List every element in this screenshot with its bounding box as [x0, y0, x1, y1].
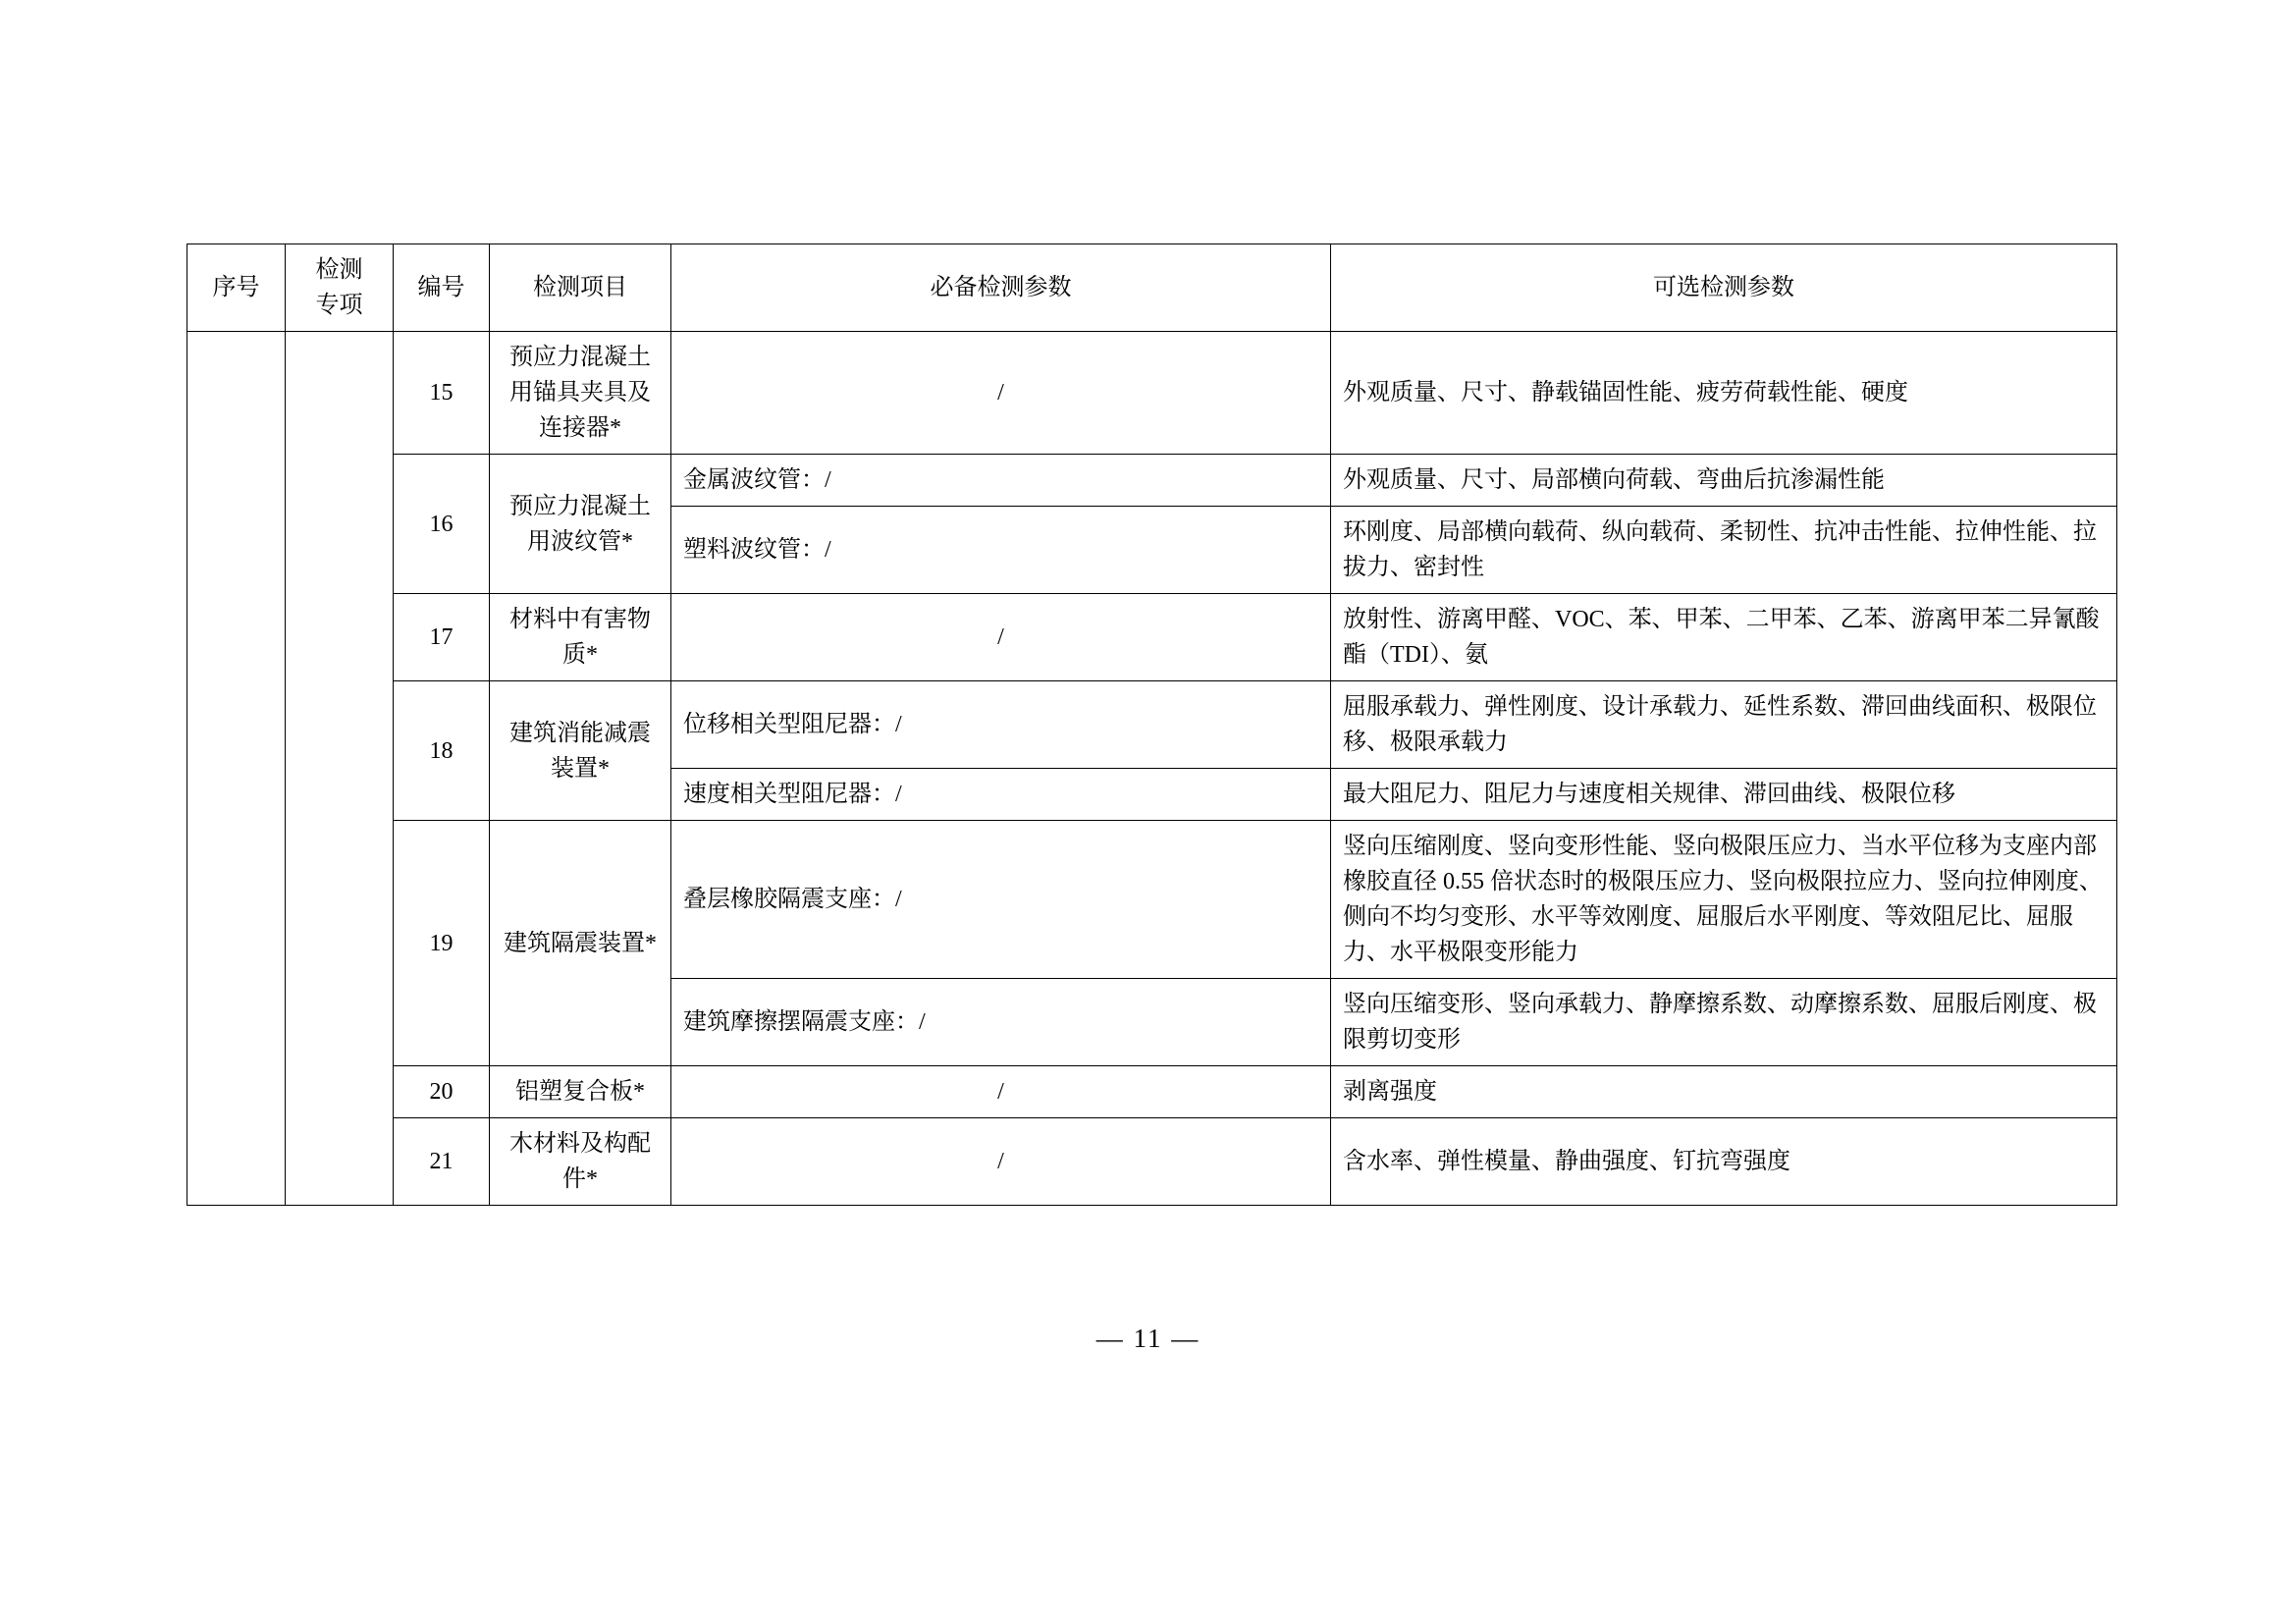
table-row	[187, 681, 2117, 769]
header-cell-number: 编号	[394, 244, 490, 332]
page-number: — 11 —	[1095, 1324, 1201, 1353]
header-cell-required: 必备检测参数	[671, 244, 1331, 332]
cell-number: 19	[394, 821, 490, 1066]
cell-optional-parameters: 放射性、游离甲醛、VOC、苯、甲苯、二甲苯、乙苯、游离甲苯二异氰酸酯（TDI）、氨	[1331, 594, 2117, 681]
table-row	[187, 332, 2117, 455]
cell-number: 18	[394, 681, 490, 821]
table-row	[187, 594, 2117, 681]
cell-item: 预应力混凝土用波纹管*	[490, 455, 671, 594]
cell-number: 16	[394, 455, 490, 594]
inspection-parameters-table-wrapper	[187, 244, 2116, 1206]
header-special-line1: 检测	[315, 257, 363, 283]
header-cell-item: 检测项目	[490, 244, 671, 332]
cell-item: 材料中有害物质*	[490, 594, 671, 681]
cell-optional-parameters: 屈服承载力、弹性刚度、设计承载力、延性系数、滞回曲线面积、极限位移、极限承载力	[1331, 681, 2117, 769]
cell-required-parameters: /	[671, 1066, 1331, 1118]
header-special-line2: 专项	[315, 293, 363, 318]
cell-required-parameters: 叠层橡胶隔震支座：/	[671, 821, 1331, 979]
header-cell-special	[286, 244, 394, 332]
cell-required-parameters: 塑料波纹管：/	[671, 507, 1331, 594]
cell-special	[286, 332, 394, 1206]
inspection-parameters-table	[187, 244, 2117, 1206]
cell-optional-parameters: 含水率、弹性模量、静曲强度、钉抗弯强度	[1331, 1118, 2117, 1206]
cell-number: 21	[394, 1118, 490, 1206]
cell-optional-parameters: 外观质量、尺寸、静载锚固性能、疲劳荷载性能、硬度	[1331, 332, 2117, 455]
cell-optional-parameters: 剥离强度	[1331, 1066, 2117, 1118]
cell-optional-parameters: 竖向压缩变形、竖向承载力、静摩擦系数、动摩擦系数、屈服后刚度、极限剪切变形	[1331, 979, 2117, 1066]
cell-item: 建筑消能减震装置*	[490, 681, 671, 821]
cell-required-parameters: 建筑摩擦摆隔震支座：/	[671, 979, 1331, 1066]
cell-required-parameters: 金属波纹管：/	[671, 455, 1331, 507]
cell-optional-parameters: 最大阻尼力、阻尼力与速度相关规律、滞回曲线、极限位移	[1331, 769, 2117, 821]
cell-number: 20	[394, 1066, 490, 1118]
cell-item: 预应力混凝土用锚具夹具及连接器*	[490, 332, 671, 455]
table-row	[187, 1066, 2117, 1118]
table-row	[187, 455, 2117, 507]
cell-required-parameters: /	[671, 594, 1331, 681]
table-header-row	[187, 244, 2117, 332]
cell-required-parameters: /	[671, 332, 1331, 455]
cell-number: 15	[394, 332, 490, 455]
cell-required-parameters: /	[671, 1118, 1331, 1206]
cell-item: 建筑隔震装置*	[490, 821, 671, 1066]
cell-seq	[187, 332, 286, 1206]
cell-optional-parameters: 环刚度、局部横向载荷、纵向载荷、柔韧性、抗冲击性能、拉伸性能、拉拔力、密封性	[1331, 507, 2117, 594]
table-body	[187, 332, 2117, 1206]
cell-optional-parameters: 竖向压缩刚度、竖向变形性能、竖向极限压应力、当水平位移为支座内部橡胶直径 0.55 倍状态时的极限压应力、竖向极限拉应力、竖向拉伸刚度、侧向不均匀变形、水平等效刚度、屈服后水平刚度、等效阻尼比、屈服力、水平极限变形能力	[1331, 821, 2117, 979]
header-cell-seq: 序号	[187, 244, 286, 332]
cell-item: 木材料及构配件*	[490, 1118, 671, 1206]
table-row	[187, 821, 2117, 979]
cell-item: 铝塑复合板*	[490, 1066, 671, 1118]
header-cell-optional: 可选检测参数	[1331, 244, 2117, 332]
cell-optional-parameters: 外观质量、尺寸、局部横向荷载、弯曲后抗渗漏性能	[1331, 455, 2117, 507]
table-header	[187, 244, 2117, 332]
table-row	[187, 1118, 2117, 1206]
cell-required-parameters: 位移相关型阻尼器：/	[671, 681, 1331, 769]
cell-number: 17	[394, 594, 490, 681]
cell-required-parameters: 速度相关型阻尼器：/	[671, 769, 1331, 821]
